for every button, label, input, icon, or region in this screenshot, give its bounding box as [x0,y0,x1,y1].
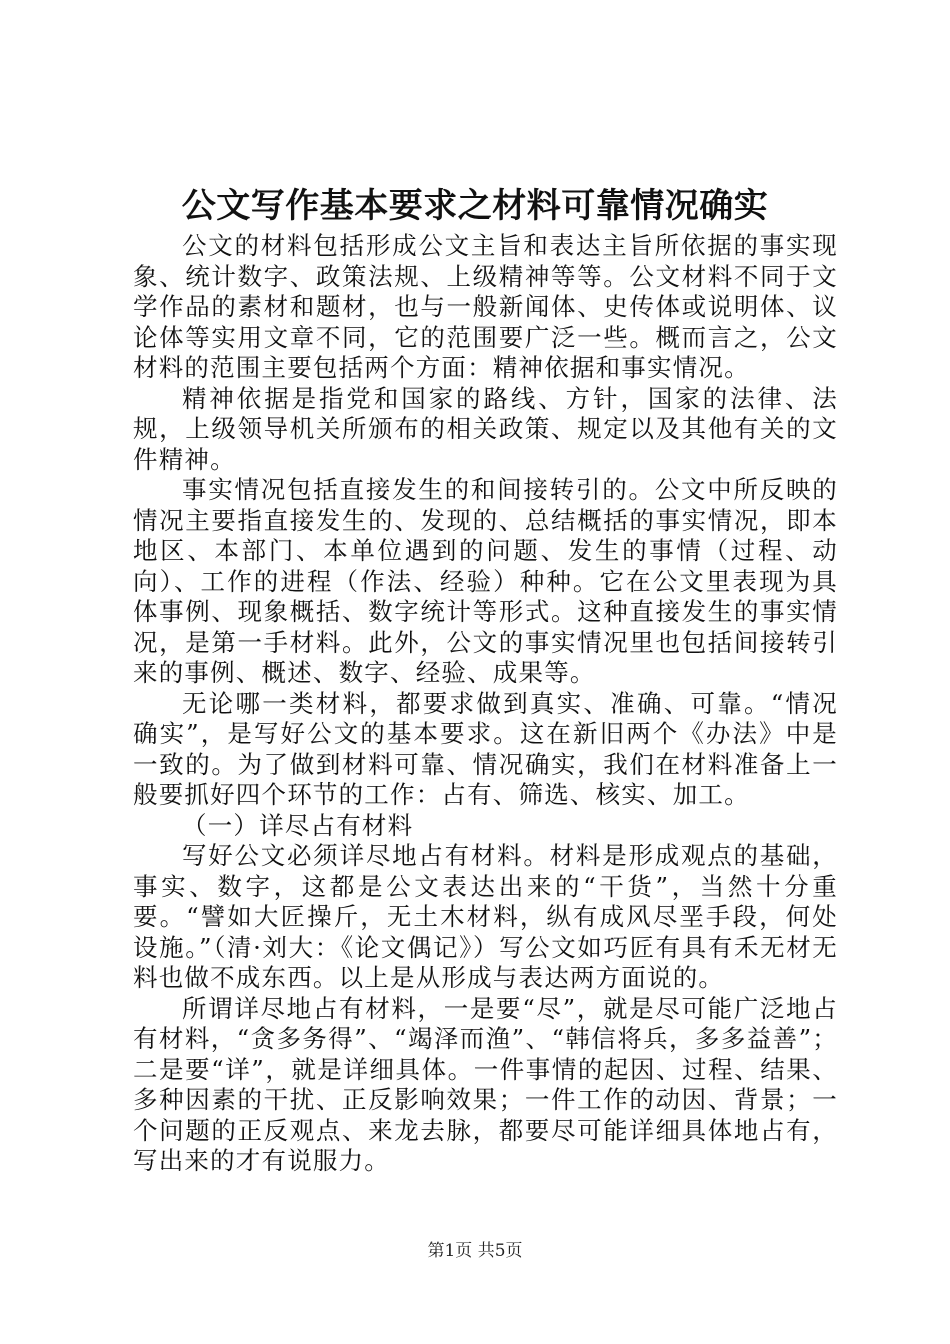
document-body [133,231,838,1177]
section-subheading: （一）详尽占有材料 [182,810,414,840]
page-title: 公文写作基本要求之材料可靠情况确实 [181,186,769,226]
paragraph-2: 精神依据是指党和国家的路线、方针，国家的法律、法规，上级领导机关所颁布的相关政策、规定以及其他有关的文件精神。 [133,383,838,474]
paragraph-6: 所谓详尽地占有材料，一是要“尽”，就是尽可能广泛地占有材料，“贪多务得”、“竭泽而渔”、“韩信将兵，多多益善”；二是要“详”，就是详细具体。一件事情的起因、过程、结果、多种因素的干扰、正反影响效果；一件工作的动因、背景；一个问题的正反观点、来龙去脉，都要尽可能详细具体地占有，写出来的才有说服力。 [133,993,838,1175]
paragraph-1: 公文的材料包括形成公文主旨和表达主旨所依据的事实现象、统计数字、政策法规、上级精神等等。公文材料不同于文学作品的素材和题材，也与一般新闻体、史传体或说明体、议论体等实用文章不同，它的范围要广泛一些。概而言之，公文材料的范围主要包括两个方面：精神依据和事实情况。 [133,231,838,382]
paragraph-5: 写好公文必须详尽地占有材料。材料是形成观点的基础，事实、数字，这都是公文表达出来的“干货”，当然十分重要。“譬如大匠操斤，无土木材料，纵有成风尽垩手段，何处设施。”（清·刘大：《论文偶记》）写公文如巧匠有具有禾无材无料也做不成东西。以上是从形成与表达两方面说的。 [133,841,838,992]
page-footer: 第1页 共5页 [427,1241,523,1261]
paragraph-3: 事实情况包括直接发生的和间接转引的。公文中所反映的情况主要指直接发生的、发现的、总结概括的事实情况，即本地区、本部门、本单位遇到的问题、发生的事情（过程、动向）、工作的进程（作法、经验）种种。它在公文里表现为具体事例、现象概括、数字统计等形式。这种直接发生的事实情况，是第一手材料。此外，公文的事实情况里也包括间接转引来的事例、概述、数字、经验、成果等。 [133,475,838,687]
paragraph-4: 无论哪一类材料，都要求做到真实、准确、可靠。“情况确实”，是写好公文的基本要求。这在新旧两个《办法》中是一致的。为了做到材料可靠、情况确实，我们在材料准备上一般要抓好四个环节的工作：占有、筛选、核实、加工。 [133,688,838,809]
